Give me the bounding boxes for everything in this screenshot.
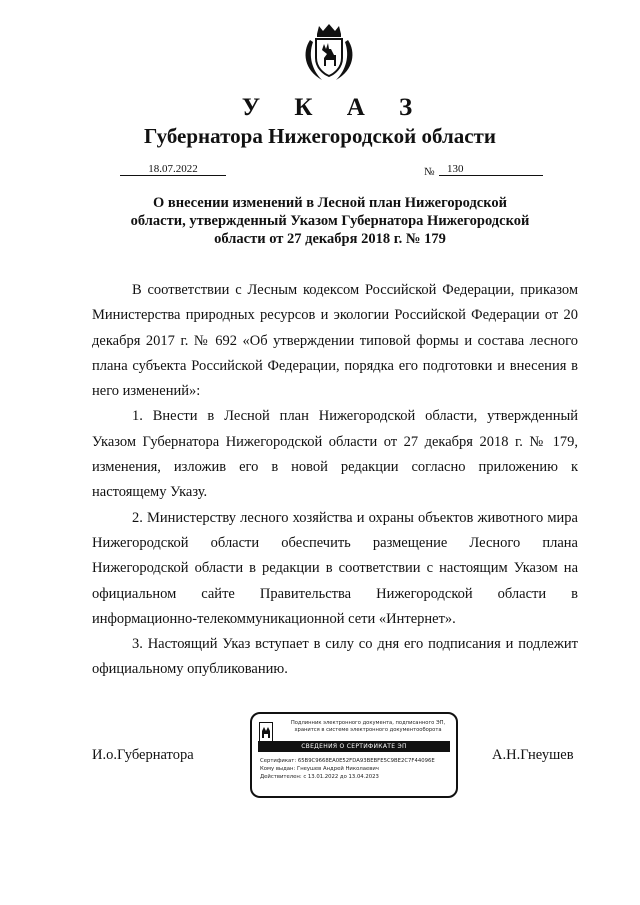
item-1-paragraph: 1. Внести в Лесной план Нижегородской области, утвержденный Указом Губернатора Нижегородской области от 27 декабря 2018 г. № 179, изменения, изложив его в новой редакции согласно приложению к настоящему Указу. (92, 408, 578, 501)
heading-line: области, утвержденный Указом Губернатора Нижегородской (130, 213, 530, 229)
document-date: 18.07.2022 (120, 163, 226, 176)
emblem-small-icon (259, 722, 273, 742)
heading-line: О внесении изменений в Лесной план Нижегородской (152, 195, 508, 211)
stamp-owner: Кому выдан: Гнеушев Андрей Николаевич (260, 766, 379, 772)
stamp-title-bar: СВЕДЕНИЯ О СЕРТИФИКАТЕ ЭП (258, 741, 450, 752)
stamp-certificate: Сертификат: 65B9C9668EA0E52FDA93BEBFE5C9BE2C7F44096E (260, 758, 435, 764)
document-subtitle: Губернатора Нижегородской области (144, 124, 496, 148)
document-number: 130 (439, 163, 543, 176)
document-heading (100, 194, 560, 248)
signatory-position: И.о.Губернатора (92, 747, 194, 763)
preamble-paragraph: В соответствии с Лесным кодексом Российской Федерации, приказом Министерства природных ресурсов и экологии Российской Федерации от 20 декабря 2017 г. № 692 «Об утверждении типовой формы и состава лесного плана субъекта Российской Федерации, порядка его подготовки и внесения в него изменений»: (92, 282, 578, 400)
electronic-signature-stamp (250, 712, 458, 798)
heading-line: области от 27 декабря 2018 г. № 179 (214, 231, 446, 247)
document-body (92, 278, 578, 683)
signatory-name: А.Н.Гнеушев (492, 747, 574, 763)
item-2-paragraph: 2. Министерству лесного хозяйства и охраны объектов животного мира Нижегородской области обеспечить размещение Лесного плана Нижегородской области в редакции в соответствии с настоящим Указом на официальном сайте Правительства Нижегородской области в информационно-телекоммуникационной сети «Интернет». (92, 509, 578, 627)
number-label: № (424, 166, 435, 178)
document-title: У К А З (241, 94, 427, 121)
coat-of-arms-icon (300, 22, 358, 84)
stamp-note: Подлинник электронного документа, подписанного ЭП, хранится в системе электронного документооборота (290, 720, 446, 733)
stamp-validity: Действителен: с 13.01.2022 до 13.04.2023 (260, 774, 379, 780)
item-3-paragraph: 3. Настоящий Указ вступает в силу со дня его подписания и подлежит официальному опубликованию. (92, 636, 578, 678)
